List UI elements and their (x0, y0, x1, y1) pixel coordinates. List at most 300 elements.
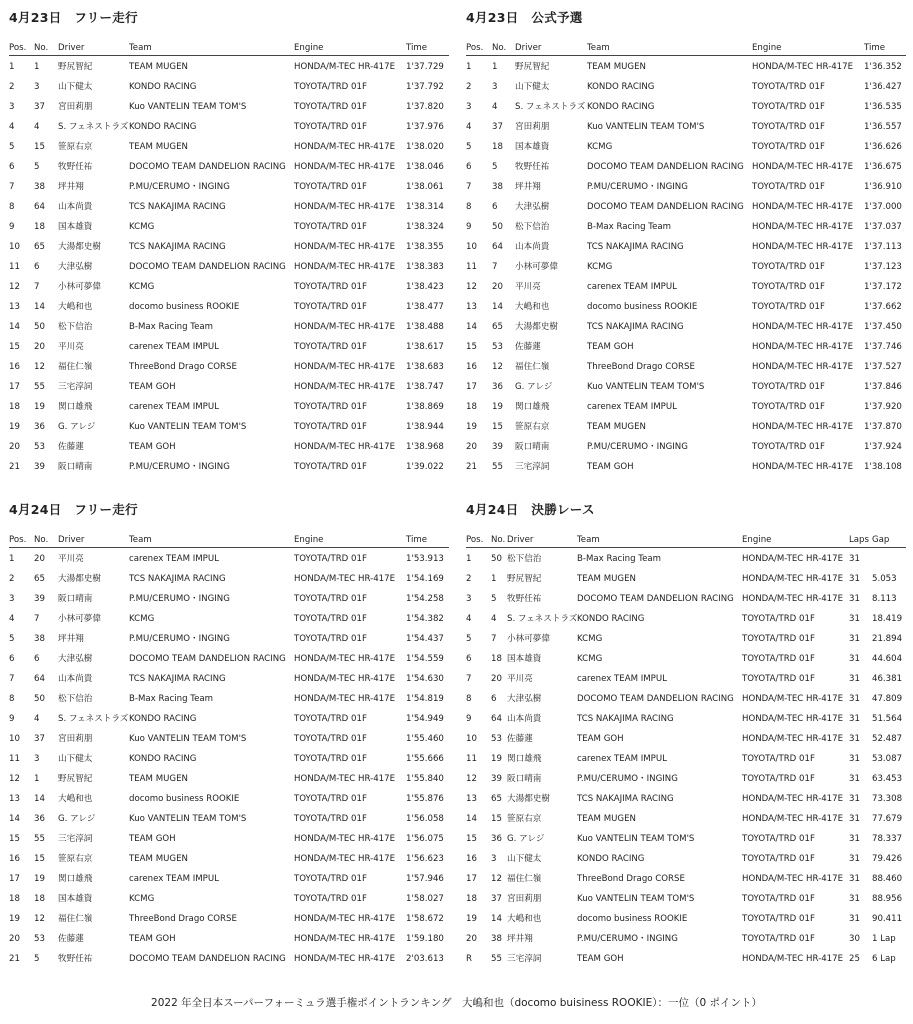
column-header: Team (587, 43, 610, 53)
cell-pos: 5 (9, 634, 15, 644)
cell-no: 15 (34, 854, 45, 864)
table-row (9, 629, 449, 649)
cell-team: KCMG (577, 634, 603, 644)
cell-c5: 1'37.527 (864, 362, 902, 372)
cell-driver: 大湯都史樹 (58, 574, 101, 584)
table-header (466, 533, 906, 548)
table-row (466, 377, 906, 397)
cell-c5: 1'38.747 (406, 382, 444, 392)
cell-no: 65 (492, 322, 503, 332)
cell-driver: 山下健太 (58, 82, 93, 92)
free-practice-0423-panel (9, 8, 449, 478)
cell-pos: 13 (9, 302, 20, 312)
table-row (466, 457, 906, 477)
cell-pos: 14 (466, 814, 477, 824)
cell-c5: 1'56.623 (406, 854, 444, 864)
cell-c5: 31 (849, 654, 860, 664)
cell-c6: 18.419 (872, 614, 903, 624)
cell-engine: TOYOTA/TRD 01F (294, 462, 367, 472)
cell-pos: 12 (9, 774, 20, 784)
cell-driver: 大嶋和也 (58, 302, 93, 312)
cell-team: TCS NAKAJIMA RACING (129, 202, 226, 212)
cell-driver: 佐藤蓮 (58, 934, 84, 944)
cell-no: 19 (34, 402, 45, 412)
cell-pos: 15 (466, 342, 477, 352)
cell-pos: 4 (466, 122, 472, 132)
cell-engine: HONDA/M-TEC HR-417E (294, 914, 396, 924)
cell-no: 50 (491, 554, 502, 564)
cell-pos: 16 (9, 854, 20, 864)
cell-pos: 9 (466, 714, 472, 724)
cell-driver: 阪口晴南 (507, 774, 542, 784)
cell-team: TCS NAKAJIMA RACING (587, 322, 684, 332)
cell-team: TEAM GOH (577, 734, 624, 744)
cell-no: 37 (491, 894, 502, 904)
cell-no: 38 (34, 182, 45, 192)
cell-engine: HONDA/M-TEC HR-417E (294, 262, 396, 272)
cell-driver: S. フェネストラズ (515, 102, 586, 112)
cell-driver: 佐藤蓮 (507, 734, 533, 744)
table-header (466, 41, 906, 56)
cell-team: DOCOMO TEAM DANDELION RACING (129, 262, 286, 272)
cell-team: B-Max Racing Team (129, 322, 214, 332)
table-header (9, 41, 449, 56)
cell-pos: 7 (9, 182, 15, 192)
cell-c6: 88.956 (872, 894, 903, 904)
cell-pos: 1 (466, 62, 472, 72)
table-row (9, 569, 449, 589)
cell-team: P.MU/CERUMO・INGING (129, 634, 230, 644)
column-header: Team (129, 43, 152, 53)
cell-c5: 31 (849, 574, 860, 584)
column-header: Team (577, 535, 600, 545)
cell-pos: 1 (466, 554, 472, 564)
cell-engine: TOYOTA/TRD 01F (752, 122, 825, 132)
cell-c5: 1'57.946 (406, 874, 444, 884)
cell-c5: 1'59.180 (406, 934, 444, 944)
cell-no: 3 (34, 754, 40, 764)
cell-pos: 2 (9, 574, 15, 584)
cell-engine: TOYOTA/TRD 01F (294, 614, 367, 624)
cell-pos: 6 (9, 162, 15, 172)
cell-engine: TOYOTA/TRD 01F (294, 734, 367, 744)
cell-team: TCS NAKAJIMA RACING (129, 574, 226, 584)
table-row (9, 709, 449, 729)
qualifying-0423-panel (466, 8, 906, 478)
cell-team: KCMG (587, 262, 613, 272)
cell-team: KCMG (129, 894, 155, 904)
cell-c6: 21.894 (872, 634, 903, 644)
cell-team: KONDO RACING (129, 714, 197, 724)
table-row (466, 909, 906, 929)
cell-team: P.MU/CERUMO・INGING (129, 182, 230, 192)
cell-driver: 小林可夢偉 (58, 282, 101, 292)
cell-driver: 宮田莉朋 (507, 894, 542, 904)
cell-no: 36 (34, 814, 45, 824)
table-row (466, 589, 906, 609)
cell-pos: 4 (9, 614, 15, 624)
cell-driver: 三宅淳詞 (58, 834, 93, 844)
cell-driver: 山本尚貴 (515, 242, 550, 252)
cell-c5: 1'55.666 (406, 754, 444, 764)
table-row (9, 197, 449, 217)
cell-team: KONDO RACING (129, 82, 197, 92)
cell-no: 65 (34, 242, 45, 252)
cell-c5: 31 (849, 554, 860, 564)
cell-no: 39 (492, 442, 503, 452)
table-row (9, 769, 449, 789)
column-header: Driver (58, 43, 85, 53)
cell-engine: TOYOTA/TRD 01F (294, 122, 367, 132)
cell-c6: 1 Lap (872, 934, 896, 944)
cell-c5: 1'37.920 (864, 402, 902, 412)
column-header: No. (34, 535, 49, 545)
cell-driver: 山本尚貴 (507, 714, 542, 724)
cell-engine: HONDA/M-TEC HR-417E (294, 322, 396, 332)
table-row (9, 949, 449, 969)
final-race-0424-panel (466, 500, 906, 970)
table-row (9, 749, 449, 769)
cell-c5: 1'38.477 (406, 302, 444, 312)
cell-engine: HONDA/M-TEC HR-417E (294, 934, 396, 944)
cell-driver: 福住仁嶺 (515, 362, 550, 372)
table-row (9, 177, 449, 197)
table-row (9, 377, 449, 397)
cell-no: 36 (34, 422, 45, 432)
cell-pos: 10 (9, 242, 20, 252)
cell-team: TEAM GOH (587, 342, 634, 352)
table-row (9, 729, 449, 749)
cell-driver: 牧野任祐 (507, 594, 542, 604)
cell-team: Kuo VANTELIN TEAM TOM'S (587, 382, 705, 392)
cell-c5: 1'54.949 (406, 714, 444, 724)
cell-c5: 1'37.976 (406, 122, 444, 132)
cell-driver: 牧野任祐 (515, 162, 550, 172)
cell-driver: 坪井翔 (58, 634, 84, 644)
cell-c5: 31 (849, 614, 860, 624)
cell-engine: TOYOTA/TRD 01F (294, 714, 367, 724)
cell-no: 5 (492, 162, 498, 172)
cell-c5: 31 (849, 754, 860, 764)
cell-c5: 1'37.729 (406, 62, 444, 72)
column-header: Driver (58, 535, 85, 545)
cell-pos: 7 (9, 674, 15, 684)
column-header: Laps (849, 535, 869, 545)
table-row (466, 649, 906, 669)
cell-team: B-Max Racing Team (129, 694, 214, 704)
cell-engine: HONDA/M-TEC HR-417E (742, 954, 844, 964)
cell-c5: 1'37.924 (864, 442, 902, 452)
cell-no: 53 (34, 934, 45, 944)
table-row (466, 197, 906, 217)
cell-pos: 15 (466, 834, 477, 844)
cell-pos: 10 (466, 242, 477, 252)
column-header: Gap (872, 535, 890, 545)
cell-team: carenex TEAM IMPUL (129, 554, 219, 564)
cell-c5: 1'37.172 (864, 282, 902, 292)
cell-c6: 46.381 (872, 674, 903, 684)
cell-pos: 18 (466, 402, 477, 412)
column-header: Driver (507, 535, 534, 545)
table-row (9, 157, 449, 177)
cell-engine: TOYOTA/TRD 01F (294, 422, 367, 432)
cell-c5: 31 (849, 894, 860, 904)
cell-no: 6 (34, 262, 40, 272)
cell-driver: 山下健太 (58, 754, 93, 764)
cell-pos: 4 (9, 122, 15, 132)
cell-team: docomo business ROOKIE (129, 302, 240, 312)
cell-no: 55 (492, 462, 503, 472)
cell-no: 64 (34, 202, 45, 212)
cell-no: 19 (492, 402, 503, 412)
cell-c5: 31 (849, 714, 860, 724)
table-title: 4月23日 フリー走行 (9, 10, 138, 25)
table-row (9, 549, 449, 569)
cell-no: 38 (492, 182, 503, 192)
table-row (9, 277, 449, 297)
cell-engine: HONDA/M-TEC HR-417E (742, 694, 844, 704)
cell-driver: 三宅淳詞 (58, 382, 93, 392)
cell-driver: 松下信治 (58, 694, 93, 704)
cell-c5: 1'36.535 (864, 102, 902, 112)
table-row (466, 629, 906, 649)
cell-pos: 11 (9, 262, 20, 272)
cell-team: carenex TEAM IMPUL (587, 282, 677, 292)
cell-team: DOCOMO TEAM DANDELION RACING (129, 654, 286, 664)
cell-no: 6 (491, 694, 497, 704)
cell-team: DOCOMO TEAM DANDELION RACING (577, 694, 734, 704)
cell-no: 50 (34, 694, 45, 704)
free-practice-0424-panel (9, 500, 449, 970)
cell-c5: 1'37.870 (864, 422, 902, 432)
cell-driver: 大湯都史樹 (58, 242, 101, 252)
cell-pos: 19 (466, 422, 477, 432)
column-header: Engine (742, 535, 772, 545)
cell-driver: 山下健太 (515, 82, 550, 92)
table-row (466, 257, 906, 277)
cell-pos: 12 (466, 282, 477, 292)
table-row (9, 829, 449, 849)
cell-engine: TOYOTA/TRD 01F (742, 754, 815, 764)
cell-team: KCMG (129, 614, 155, 624)
cell-no: 4 (492, 102, 498, 112)
cell-team: docomo business ROOKIE (587, 302, 698, 312)
cell-engine: TOYOTA/TRD 01F (742, 654, 815, 664)
cell-engine: TOYOTA/TRD 01F (752, 442, 825, 452)
cell-no: 20 (34, 342, 45, 352)
cell-team: TEAM GOH (577, 954, 624, 964)
cell-driver: 平川亮 (58, 554, 84, 564)
cell-driver: 小林可夢偉 (58, 614, 101, 624)
cell-engine: HONDA/M-TEC HR-417E (752, 462, 854, 472)
cell-team: Kuo VANTELIN TEAM TOM'S (577, 834, 695, 844)
cell-c6: 52.487 (872, 734, 903, 744)
cell-no: 12 (491, 874, 502, 884)
cell-team: B-Max Racing Team (587, 222, 672, 232)
cell-pos: 9 (9, 222, 15, 232)
cell-driver: 関口雄飛 (507, 754, 542, 764)
cell-team: carenex TEAM IMPUL (129, 874, 219, 884)
cell-no: 6 (492, 202, 498, 212)
cell-c6: 44.604 (872, 654, 903, 664)
cell-driver: 松下信治 (507, 554, 542, 564)
cell-no: 38 (491, 934, 502, 944)
table-row (466, 57, 906, 77)
cell-c5: 1'54.258 (406, 594, 444, 604)
cell-c6: 77.679 (872, 814, 903, 824)
cell-driver: 野尻智紀 (515, 62, 550, 72)
table-row (9, 397, 449, 417)
cell-no: 4 (491, 614, 497, 624)
cell-no: 36 (491, 834, 502, 844)
cell-no: 5 (34, 162, 40, 172)
cell-driver: 笹原右京 (515, 422, 550, 432)
cell-no: 12 (34, 362, 45, 372)
cell-driver: 関口雄飛 (58, 402, 93, 412)
table-row (9, 689, 449, 709)
cell-driver: 大湯都史樹 (515, 322, 558, 332)
cell-c5: 1'58.027 (406, 894, 444, 904)
table-row (9, 649, 449, 669)
cell-driver: 大湯都史樹 (507, 794, 550, 804)
cell-no: 18 (34, 894, 45, 904)
cell-c6: 51.564 (872, 714, 903, 724)
table-header (9, 533, 449, 548)
table-row (9, 889, 449, 909)
cell-driver: 野尻智紀 (507, 574, 542, 584)
cell-pos: 8 (466, 694, 472, 704)
table-row (466, 749, 906, 769)
column-header: No. (34, 43, 49, 53)
cell-driver: 福住仁嶺 (58, 914, 93, 924)
cell-driver: 野尻智紀 (58, 62, 93, 72)
cell-engine: TOYOTA/TRD 01F (294, 302, 367, 312)
cell-engine: HONDA/M-TEC HR-417E (294, 654, 396, 664)
column-header: Time (864, 43, 886, 53)
cell-c5: 1'55.460 (406, 734, 444, 744)
cell-driver: 佐藤蓮 (58, 442, 84, 452)
cell-pos: 5 (466, 142, 472, 152)
cell-driver: S. フェネストラズ (507, 614, 578, 624)
cell-team: KCMG (587, 142, 613, 152)
cell-pos: 18 (466, 894, 477, 904)
cell-driver: 大津弘樹 (58, 262, 93, 272)
cell-team: docomo business ROOKIE (129, 794, 240, 804)
cell-c5: 1'39.022 (406, 462, 444, 472)
cell-team: TEAM GOH (129, 382, 176, 392)
cell-team: ThreeBond Drago CORSE (129, 914, 237, 924)
cell-team: TEAM MUGEN (129, 854, 188, 864)
cell-team: TEAM GOH (129, 442, 176, 452)
cell-engine: HONDA/M-TEC HR-417E (294, 954, 396, 964)
cell-engine: HONDA/M-TEC HR-417E (742, 794, 844, 804)
cell-pos: 9 (9, 714, 15, 724)
cell-team: KONDO RACING (129, 754, 197, 764)
cell-c6: 73.308 (872, 794, 903, 804)
cell-c5: 1'58.672 (406, 914, 444, 924)
cell-c5: 31 (849, 914, 860, 924)
cell-pos: 17 (9, 382, 20, 392)
cell-pos: 15 (9, 342, 20, 352)
cell-no: 37 (34, 102, 45, 112)
column-header: Pos. (9, 43, 27, 53)
cell-driver: 牧野任祐 (58, 954, 93, 964)
cell-c5: 1'54.437 (406, 634, 444, 644)
cell-engine: TOYOTA/TRD 01F (742, 914, 815, 924)
cell-team: TEAM GOH (587, 462, 634, 472)
cell-team: KCMG (577, 654, 603, 664)
cell-engine: HONDA/M-TEC HR-417E (294, 774, 396, 784)
cell-c5: 1'36.675 (864, 162, 902, 172)
cell-c5: 1'38.355 (406, 242, 444, 252)
cell-team: P.MU/CERUMO・INGING (587, 182, 688, 192)
cell-pos: 19 (9, 422, 20, 432)
table-row (9, 57, 449, 77)
cell-engine: TOYOTA/TRD 01F (294, 794, 367, 804)
table-row (466, 217, 906, 237)
cell-engine: HONDA/M-TEC HR-417E (294, 442, 396, 452)
table-row (466, 297, 906, 317)
cell-engine: TOYOTA/TRD 01F (294, 754, 367, 764)
cell-engine: HONDA/M-TEC HR-417E (294, 834, 396, 844)
cell-team: TEAM MUGEN (587, 422, 646, 432)
cell-no: 3 (492, 82, 498, 92)
cell-no: 36 (492, 382, 503, 392)
cell-c5: 31 (849, 874, 860, 884)
cell-team: P.MU/CERUMO・INGING (587, 442, 688, 452)
cell-no: 15 (34, 142, 45, 152)
cell-engine: TOYOTA/TRD 01F (752, 402, 825, 412)
cell-no: 65 (34, 574, 45, 584)
cell-no: 19 (491, 754, 502, 764)
cell-c5: 1'38.617 (406, 342, 444, 352)
cell-driver: 山本尚貴 (58, 202, 93, 212)
cell-c5: 1'38.108 (864, 462, 902, 472)
cell-engine: TOYOTA/TRD 01F (742, 834, 815, 844)
cell-engine: TOYOTA/TRD 01F (294, 894, 367, 904)
cell-c5: 1'56.058 (406, 814, 444, 824)
cell-driver: 宮田莉朋 (58, 102, 93, 112)
table-row (466, 729, 906, 749)
cell-no: 39 (34, 594, 45, 604)
cell-engine: TOYOTA/TRD 01F (742, 614, 815, 624)
cell-no: 14 (491, 914, 502, 924)
column-header: Pos. (466, 535, 484, 545)
cell-pos: 14 (466, 322, 477, 332)
cell-pos: 14 (9, 814, 20, 824)
column-header: Team (129, 535, 152, 545)
cell-no: 20 (491, 674, 502, 684)
cell-team: TCS NAKAJIMA RACING (577, 794, 674, 804)
cell-engine: TOYOTA/TRD 01F (742, 674, 815, 684)
cell-team: TEAM GOH (129, 934, 176, 944)
table-row (466, 397, 906, 417)
cell-no: 7 (492, 262, 498, 272)
cell-driver: 山本尚貴 (58, 674, 93, 684)
cell-driver: 坪井翔 (515, 182, 541, 192)
cell-no: 55 (34, 382, 45, 392)
cell-pos: 5 (466, 634, 472, 644)
cell-pos: 21 (9, 462, 20, 472)
cell-c5: 1'37.746 (864, 342, 902, 352)
table-row (466, 829, 906, 849)
cell-no: 3 (34, 82, 40, 92)
table-row (466, 849, 906, 869)
cell-c5: 1'55.876 (406, 794, 444, 804)
cell-pos: 1 (9, 554, 15, 564)
cell-c6: 47.809 (872, 694, 903, 704)
cell-team: Kuo VANTELIN TEAM TOM'S (129, 102, 247, 112)
